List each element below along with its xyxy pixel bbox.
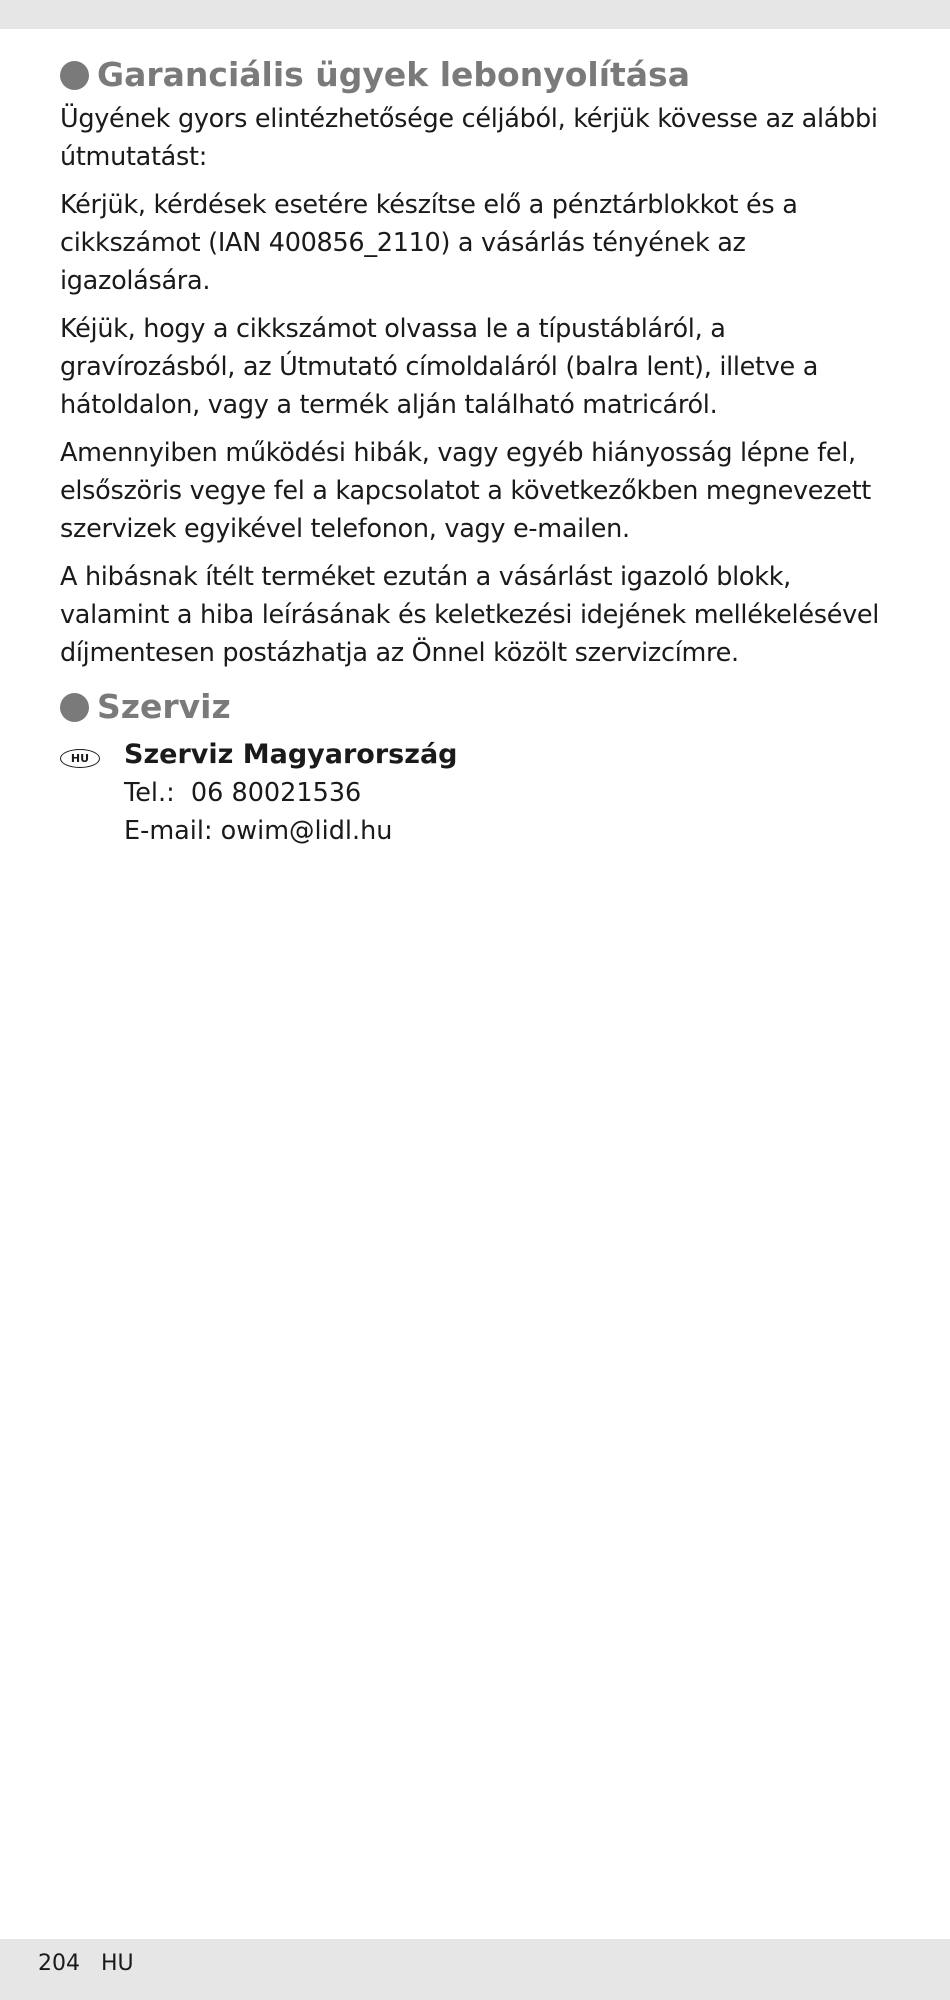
bullet-icon [60,61,89,90]
bullet-icon [60,693,89,722]
warranty-paragraph-4: Amennyiben működési hibák, vagy egyéb hiányosság lépne fel, elsőszöris vegye fel a kapcsolatot a következőkben megnevezett szervizek egyikével telefonon, vagy e-mailen. [60,438,872,544]
service-name: Szerviz Magyarország [124,739,458,770]
warranty-paragraph-2: Kérjük, kérdések esetére készítse elő a pénztárblokkot és a cikkszámot (IAN 400856_2110) a vásárlás tényének az igazolására. [60,190,798,296]
service-contact-block [60,736,900,850]
warranty-paragraph-3: Kéjük, hogy a cikkszámot olvassa le a típustábláról, a gravírozásból, az Útmutató címoldaláról (balra lent), illetve a hátoldalon, vagy a termék alján található matricáról. [60,314,819,420]
country-code-icon: HU [60,749,100,768]
service-heading-text: Szerviz [97,687,231,726]
page-content [60,50,900,850]
warranty-paragraph-1: Ügyének gyors elintézhetősége céljából, kérjük kövesse az alábbi útmutatást: [60,104,878,172]
page-number: 204 HU [38,1951,134,1976]
service-email: E-mail: owim@lidl.hu [124,816,393,846]
warranty-heading [60,50,900,100]
top-bar [0,0,950,29]
service-heading [60,682,900,732]
footer-bar [0,1939,950,2000]
service-phone: Tel.: 06 80021536 [124,778,362,808]
warranty-paragraph-5: A hibásnak ítélt terméket ezután a vásárlást igazoló blokk, valamint a hiba leírásának és keletkezési idejének mellékelésével díjmentesen postázhatja az Önnel közölt szervizcímre. [60,562,880,668]
warranty-heading-text: Garanciális ügyek lebonyolítása [97,55,690,94]
